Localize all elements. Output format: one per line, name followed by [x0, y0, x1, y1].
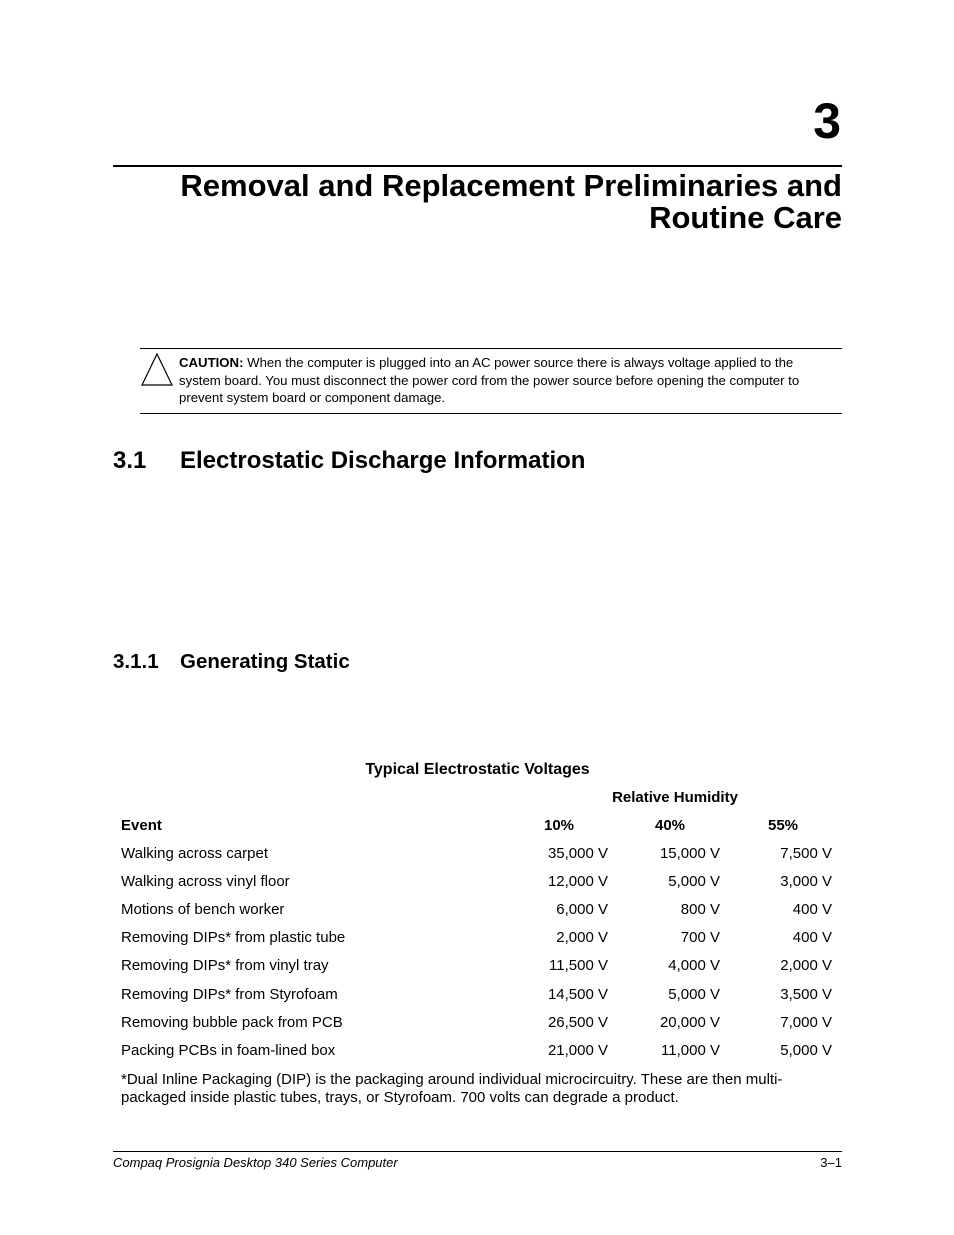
table-title: Typical Electrostatic Voltages: [365, 761, 590, 778]
event-cell: Packing PCBs in foam-lined box: [121, 1041, 336, 1059]
section-title: Electrostatic Discharge Information: [180, 447, 586, 474]
table-row: [121, 1009, 836, 1037]
chapter-title: [82, 170, 842, 234]
value-10-cell: 2,000 V: [556, 929, 608, 947]
value-40-cell: 800 V: [680, 901, 720, 919]
table-row: [121, 952, 836, 980]
chapter-title-line-1: Removal and Replacement Preliminaries and: [180, 168, 842, 203]
value-55-cell: 5,000 V: [780, 1041, 832, 1059]
value-40-cell: 11,000 V: [661, 1041, 720, 1059]
header-40-percent: 40%: [655, 817, 686, 834]
chapter-rule: [113, 165, 842, 167]
value-10-cell: 21,000 V: [547, 1041, 608, 1059]
event-cell: Walking across carpet: [121, 845, 268, 863]
value-40-cell: 5,000 V: [668, 873, 720, 891]
table-row: [121, 981, 836, 1009]
value-10-cell: 12,000 V: [547, 873, 608, 891]
value-10-cell: 26,500 V: [547, 1013, 608, 1031]
event-cell: Walking across vinyl floor: [121, 873, 290, 891]
header-event: Event: [121, 817, 162, 834]
value-40-cell: 5,000 V: [668, 985, 720, 1003]
event-cell: Removing DIPs* from Styrofoam: [121, 985, 338, 1003]
footer-rule: [113, 1151, 842, 1152]
caution-text: [179, 354, 819, 407]
value-55-cell: 400 V: [792, 929, 832, 947]
footer-book-title: Compaq Prosignia Desktop 340 Series Computer: [113, 1155, 398, 1170]
value-55-cell: 2,000 V: [780, 957, 832, 975]
caution-box: [140, 348, 842, 414]
value-55-cell: 400 V: [792, 901, 832, 919]
value-10-cell: 11,500 V: [549, 957, 608, 975]
subsection-number: 3.1.1: [113, 650, 159, 673]
section-number: 3.1: [113, 447, 147, 474]
table-row: [121, 896, 836, 924]
header-55-percent: 55%: [768, 817, 799, 834]
event-cell: Motions of bench worker: [121, 901, 285, 919]
value-40-cell: 15,000 V: [659, 845, 720, 863]
table-header-row: [121, 812, 836, 840]
value-55-cell: 7,500 V: [780, 845, 832, 863]
header-10-percent: 10%: [544, 817, 575, 834]
value-40-cell: 20,000 V: [659, 1013, 720, 1031]
value-10-cell: 14,500 V: [547, 985, 608, 1003]
relative-humidity-header: Relative Humidity: [612, 789, 738, 806]
value-40-cell: 4,000 V: [668, 957, 720, 975]
value-55-cell: 7,000 V: [780, 1013, 832, 1031]
footer-page-number: 3–1: [820, 1155, 842, 1170]
table-footnote: *Dual Inline Packaging (DIP) is the packaging around individual microcircuitry. These are then multi-packaged inside plastic tubes, trays, or Styrofoam. 700 volts can degrade a product.: [121, 1071, 783, 1106]
subsection-title: Generating Static: [180, 650, 350, 673]
table-row: [121, 840, 836, 868]
event-cell: Removing DIPs* from vinyl tray: [121, 957, 329, 975]
value-55-cell: 3,000 V: [780, 873, 832, 891]
table-row: [121, 1037, 836, 1065]
value-10-cell: 6,000 V: [556, 901, 608, 919]
subsection-heading: [113, 649, 350, 675]
section-heading: [113, 446, 585, 476]
chapter-number: 3: [813, 93, 841, 149]
caution-triangle-icon: [140, 352, 174, 386]
table-row: [121, 868, 836, 896]
caution-body: When the computer is plugged into an AC power source there is always voltage applied to the system board. You must disconnect the power cord from the power source before opening the computer to prevent system board or component damage.: [179, 355, 800, 405]
event-cell: Removing DIPs* from plastic tube: [121, 929, 346, 947]
table-row: [121, 924, 836, 952]
value-10-cell: 35,000 V: [547, 845, 608, 863]
value-55-cell: 3,500 V: [780, 985, 832, 1003]
voltage-table: [121, 812, 836, 1065]
event-cell: Removing bubble pack from PCB: [121, 1013, 343, 1031]
caution-label: CAUTION:: [179, 355, 244, 370]
chapter-title-line-2: Routine Care: [649, 200, 842, 235]
value-40-cell: 700 V: [680, 929, 720, 947]
